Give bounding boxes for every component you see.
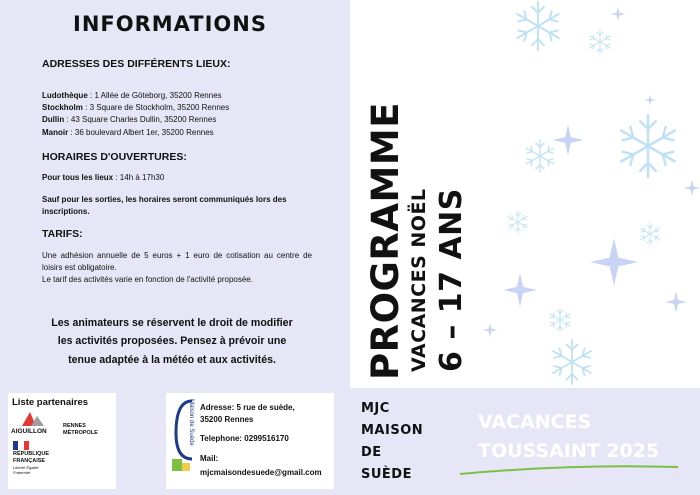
mjc-logo-text: Maison de Suède (188, 399, 194, 446)
snowflake-icon (553, 340, 591, 384)
star-icon (644, 94, 656, 106)
info-title: INFORMATIONS (73, 12, 267, 36)
snowflake-icon (526, 140, 554, 172)
snowflake-icon (640, 223, 659, 245)
partners-title: Liste partenaires (12, 397, 89, 408)
mjc-logo-icon (168, 397, 200, 475)
star-icon (590, 238, 638, 286)
vacances-toussaint: VACANCES TOUSSAINT 2025 (478, 411, 660, 462)
snowflake-icon (590, 30, 611, 54)
star-icon (684, 180, 700, 197)
partners-card (8, 393, 116, 489)
vacances-noel-title: VACANCES NOËL (408, 188, 430, 372)
address-item: Stockholm : 3 Square de Stockholm, 35200 Rennes (42, 103, 230, 113)
address-item: Ludothèque : 1 Allée de Göteborg, 35200 Rennes (42, 91, 222, 100)
star-icon (552, 124, 583, 155)
contact-phone: Telephone: 0299516170 (200, 434, 289, 443)
hours-text: Pour tous les lieux : 14h à 17h30 (42, 173, 165, 182)
snowflake-icon (508, 211, 527, 233)
mjc-name: MJC MAISON DE SUÈDE (361, 401, 424, 482)
rennes-metropole-label: RENNES MÉTROPOLE (63, 423, 98, 436)
ages-title: 6 – 17 ANS (434, 188, 469, 372)
contact-address: Adresse: 5 rue de suède, 35200 Rennes (200, 403, 295, 424)
contact-mail-label: Mail: (200, 454, 219, 463)
staff-notice: Les animateurs se réservent le droit de modifier les activités proposées. Pensez à prévoir une tenue adaptée à la météo et aux activités. (51, 317, 293, 366)
aiguillon-logo-icon (22, 412, 44, 426)
aiguillon-label: AIGUILLON (11, 428, 47, 435)
addresses-heading: ADRESSES DES DIFFÉRENTS LIEUX: (42, 58, 231, 70)
star-icon (611, 7, 625, 21)
republique-label: RÉPUBLIQUE FRANÇAISE (13, 451, 50, 464)
address-item: Manoir : 36 boulevard Albert 1er, 35200 Rennes (42, 127, 214, 137)
tarifs-text: Une adhésion annuelle de 5 euros + 1 euro de cotisation au centre de loisirs est obligatoire. Le tarif des activités varie en fonction de l'activité proposée. (42, 251, 312, 285)
snowflake-icon (550, 308, 571, 332)
hours-heading: HORAIRES D'OUVERTURES: (42, 151, 187, 163)
snowflake-icon (517, 2, 559, 50)
tarifs-heading: TARIFS: (42, 228, 83, 240)
addresses-list (42, 90, 312, 139)
outings-note: Sauf pour les sorties, les horaires seront communiqués lors des inscriptions. (42, 195, 287, 217)
contact-mail[interactable]: mjcmaisondesuede@gmail.com (200, 468, 322, 477)
contact-card (166, 393, 334, 489)
address-item: Dullin : 43 Square Charles Dullin, 35200 Rennes (42, 115, 217, 125)
star-icon (665, 291, 687, 313)
star-icon (503, 273, 537, 307)
marianne-logo-icon (13, 441, 29, 450)
snowflake-icon (621, 115, 675, 177)
devise-label: Liberté Égalité Fraternité (13, 465, 39, 475)
star-icon (483, 323, 497, 337)
programme-title: PROGRAMME (364, 102, 407, 380)
